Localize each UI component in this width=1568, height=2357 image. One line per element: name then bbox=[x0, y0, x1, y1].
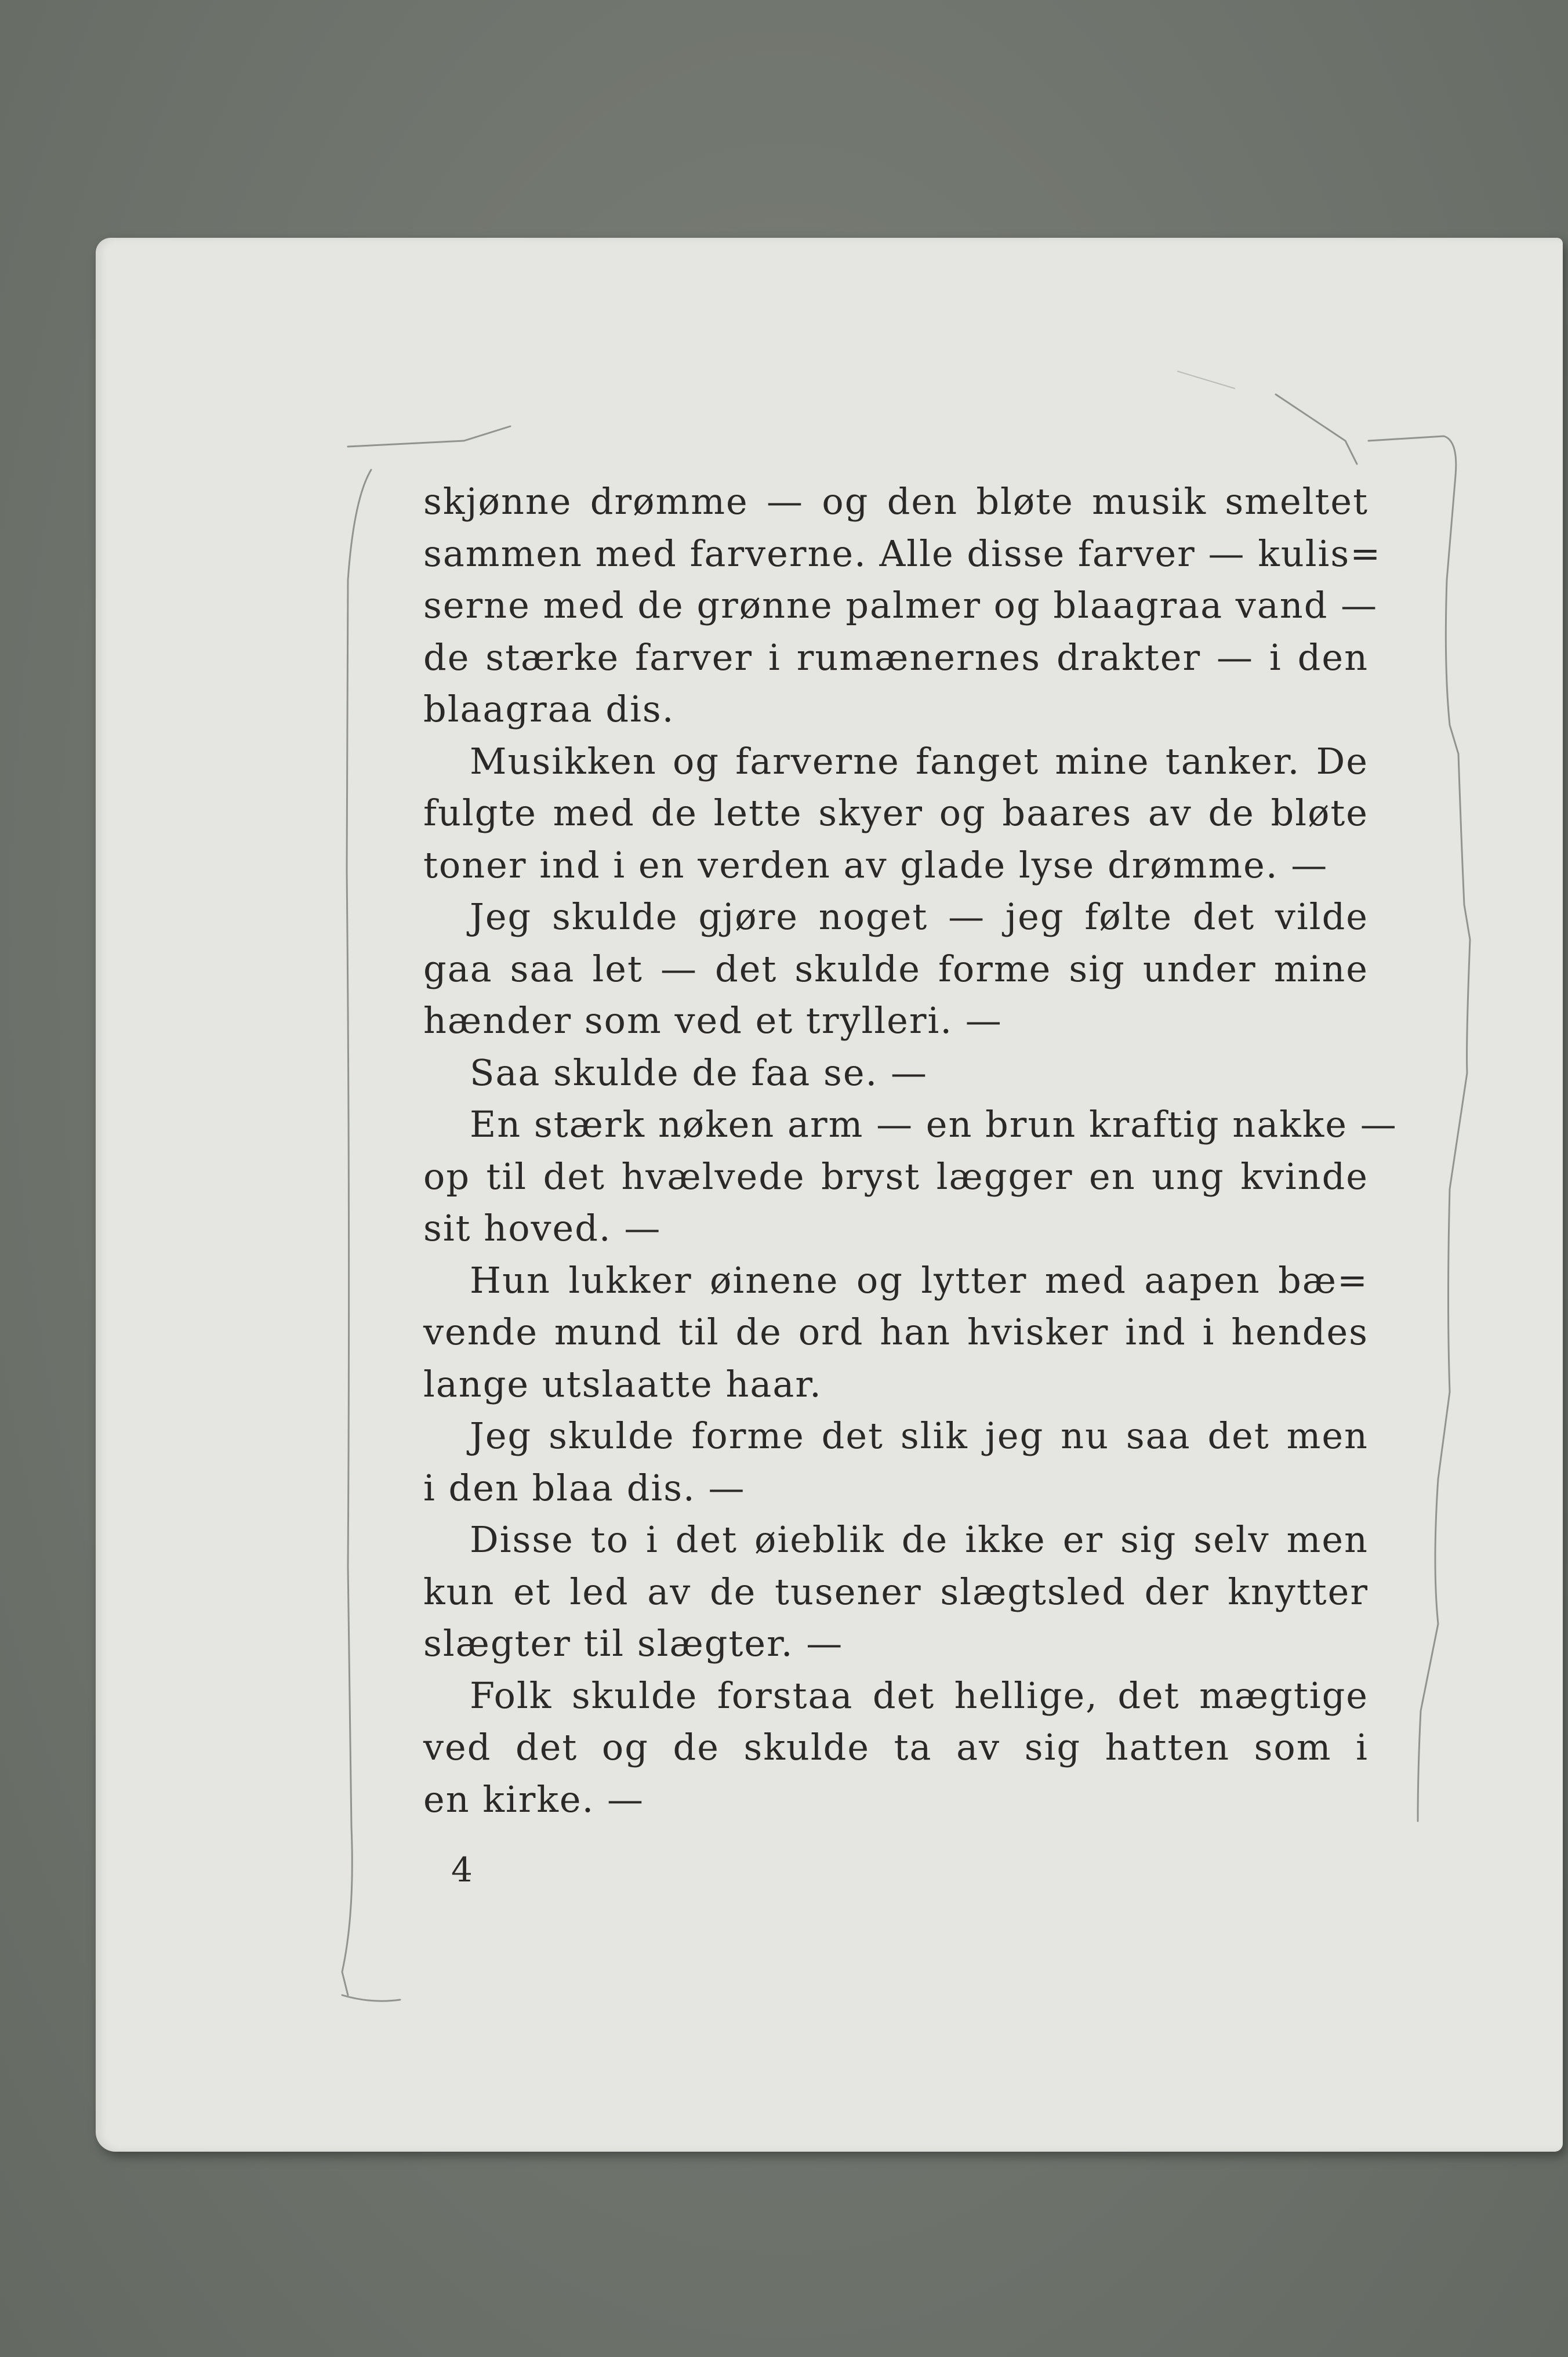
text-line: blaagraa dis. bbox=[423, 688, 675, 730]
text-line: Musikken og farverne fanget mine tanker. De bbox=[470, 739, 1369, 782]
text-line: Saa skulde de faa se. — bbox=[470, 1051, 928, 1094]
text-line: serne med de grønne palmer og blaagraa vand — bbox=[423, 584, 1378, 626]
text-line: op til det hvælvede bryst lægger en ung kvinde bbox=[423, 1155, 1369, 1198]
text-line: sit hoved. — bbox=[423, 1207, 662, 1249]
text-line: lange utslaatte haar. bbox=[423, 1362, 822, 1405]
text-line: kun et led av de tusener slægtsled der knytter bbox=[423, 1570, 1369, 1613]
body-text bbox=[423, 476, 1398, 1825]
text-line: sammen med farverne. Alle disse farver — kulis= bbox=[423, 532, 1382, 575]
text-line: Disse to i det øieblik de ikke er sig selv men bbox=[470, 1518, 1369, 1561]
text-line: gaa saa let — det skulde forme sig under mine bbox=[423, 947, 1369, 990]
text-line: skjønne drømme — og den bløte musik smeltet bbox=[423, 480, 1369, 523]
text-line: slægter til slægter. — bbox=[423, 1622, 844, 1665]
text-line: Jeg skulde gjøre noget — jeg følte det vilde bbox=[470, 895, 1369, 938]
text-line: i den blaa dis. — bbox=[423, 1466, 746, 1509]
text-line: de stærke farver i rumænernes drakter — i den bbox=[423, 636, 1369, 679]
text-line: fulgte med de lette skyer og baares av de bløte bbox=[423, 792, 1369, 834]
page-number: 4 bbox=[451, 1850, 473, 1890]
text-line: en kirke. — bbox=[423, 1778, 645, 1821]
text-line: En stærk nøken arm — en brun kraftig nakke — bbox=[470, 1103, 1398, 1145]
text-line: Jeg skulde forme det slik jeg nu saa det men bbox=[470, 1415, 1369, 1457]
text-line: ved det og de skulde ta av sig hatten som i bbox=[423, 1726, 1369, 1768]
text-line: Folk skulde forstaa det hellige, det mægtige bbox=[470, 1674, 1369, 1717]
text-line: vende mund til de ord han hvisker ind i hendes bbox=[423, 1311, 1369, 1353]
text-line: hænder som ved et trylleri. — bbox=[423, 999, 1003, 1042]
text-line: toner ind i en verden av glade lyse drømme. — bbox=[423, 843, 1329, 886]
text-line: Hun lukker øinene og lytter med aapen bæ= bbox=[470, 1259, 1369, 1301]
